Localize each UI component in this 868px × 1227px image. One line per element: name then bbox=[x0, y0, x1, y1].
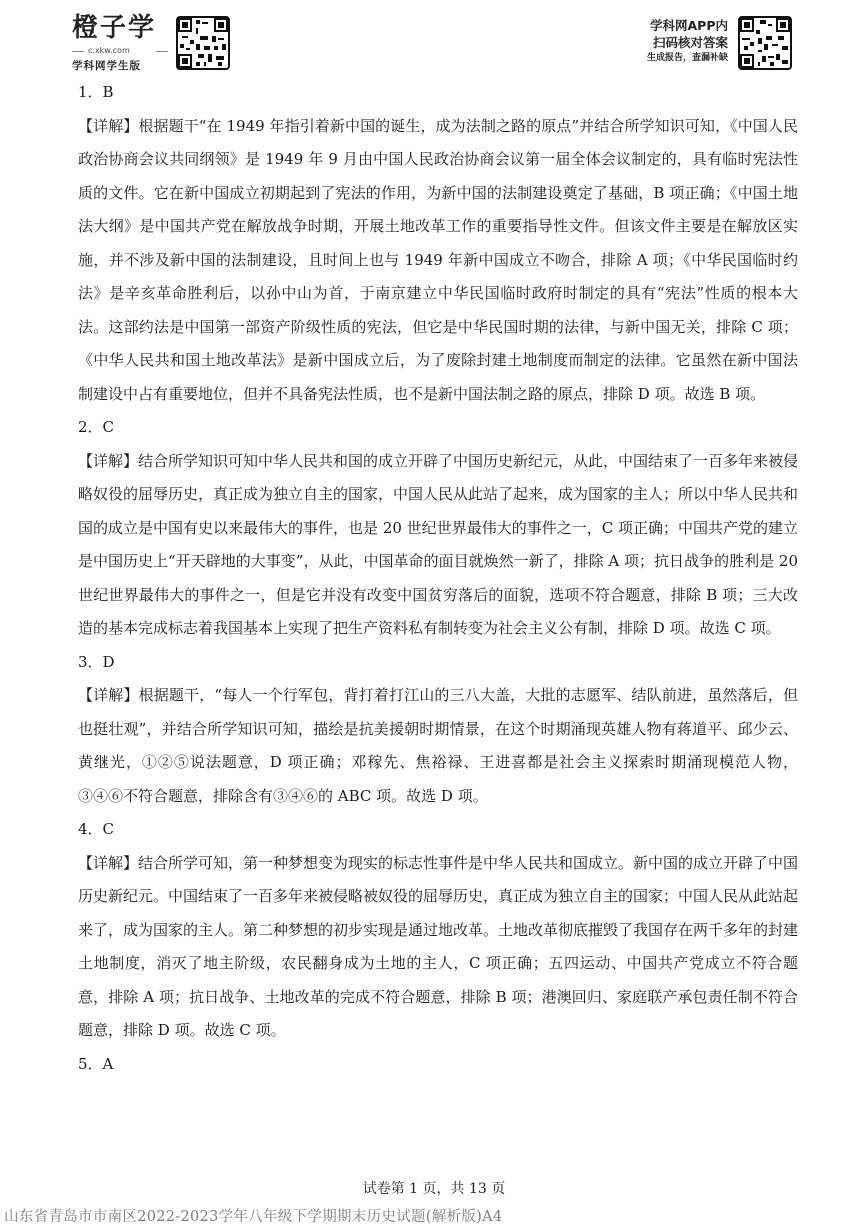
brand-block bbox=[72, 14, 172, 73]
qr-code-icon bbox=[738, 16, 792, 70]
answer-explanation: 【详解】根据题干“在 1949 年指引着新中国的诞生，成为法制之路的原点”并结合所学知识可知，《中国人民政治协商会议共同纲领》是 1949 年 9 月由中国人民政治协商会议第一届全体会议制定的，具有临时宪法性质的文件。它在新中国成立初期起到了宪法的作用，为新中国的法制建设奠定了基础，B 项正确；《中国土地法大纲》是中国共产党在解放战争时期，开展土地改革工作的重要指导性文件。但该文件主要是在解放区实施，并不涉及新中国的法制建设，且时间上也与 1949 年新中国成立不吻合，排除 A 项；《中华民国临时约法》是辛亥革命胜利后，以孙中山为首，于南京建立中华民国临时政府时制定的具有“宪法”性质的根本大法。这部约法是中国第一部资产阶级性质的宪法，但它是中华民国时期的法律，与新中国无关，排除 C 项；《中华人民共和国土地改革法》是新中国成立后，为了废除封建土地制度而制定的法律。它虽然在新中国法制建设中占有重要地位，但并不具备宪法性质，也不是新中国法制之路的原点，排除 D 项。故选 B 项。 bbox=[78, 116, 798, 403]
answer-label: 5．A bbox=[78, 1054, 114, 1073]
app-promo-line3: 生成报告，查漏补缺 bbox=[646, 53, 728, 63]
answer-list bbox=[78, 76, 798, 1081]
app-promo-line1: 学科网APP内 bbox=[650, 18, 728, 33]
answer-item bbox=[78, 76, 798, 411]
answer-explanation: 【详解】根据题干，“每人一个行军包，背打着打江山的三八大盖，大批的志愿军、结队前进，虽然落后，但也挺壮观”，并结合所学知识可知，描绘是抗美援朝时期情景，在这个时期涌现英雄人物有蒋道平、邱少云、黄继光，①②⑤说法题意，D 项正确；邓稼先、焦裕禄、王进喜都是社会主义探索时期涌现模范人物，③④⑥不符合题意，排除含有③④⑥的 ABC 项。故选 D 项。 bbox=[78, 686, 798, 805]
answer-explanation: 【详解】结合所学知识可知中华人民共和国的成立开辟了中国历史新纪元，从此，中国结束了一百多年来被侵略奴役的屈辱历史，真正成为独立自主的国家，中国人民从此站了起来，成为国家的主人；所以中华人民共和国的成立是中国有史以来最伟大的事件，也是 20 世纪世界最伟大的事件之一，C 项正确；中国共产党的建立是中国历史上“开天辟地的大事变”，从此，中国革命的面目就焕然一新了，排除 A 项；抗日战争的胜利是 20 世纪世界最伟大的事件之一，但是它并没有改变中国贫穷落后的面貌，选项不符合题意，排除 B 项；三大改造的基本完成标志着我国基本上实现了把生产资料私有制转变为社会主义公有制，排除 D 项。故选 C 项。 bbox=[78, 451, 799, 637]
brand-subtitle: 学科网学生版 bbox=[72, 60, 141, 72]
answer-item bbox=[78, 1048, 798, 1082]
answer-item bbox=[78, 813, 798, 1048]
qr-code-icon bbox=[176, 16, 230, 70]
answer-item bbox=[78, 646, 798, 814]
brand-logo: 橙子学 bbox=[72, 13, 157, 43]
app-promo bbox=[647, 17, 728, 65]
answer-item bbox=[78, 411, 798, 646]
answer-label: 1．B bbox=[78, 83, 114, 101]
answer-explanation: 【详解】结合所学可知，第一种梦想变为现实的标志性事件是中华人民共和国成立。新中国的成立开辟了中国历史新纪元。中国结束了一百多年来被侵略被奴役的屈辱历史，真正成为独立自主的国家；中国人民从此站起来了，成为国家的主人。第二种梦想的初步实现是通过地改革。土地改革彻底摧毁了我国存在两千多年的封建土地制度，消灭了地主阶级，农民翻身成为土地的主人，C 项正确；五四运动、中国共产党成立不符合题意，排除 A 项；抗日战争、土地改革的完成不符合题意，排除 B 项；港澳回归、家庭联产承包责任制不符合题意，排除 D 项。故选 C 项。 bbox=[78, 853, 799, 1039]
answer-label: 2．C bbox=[78, 418, 115, 436]
answer-label: 4．C bbox=[78, 820, 115, 838]
page-number: 试卷第 1 页，共 13 页 bbox=[362, 1181, 506, 1197]
app-promo-line2: 扫码核对答案 bbox=[652, 35, 728, 50]
document-title: 山东省青岛市市南区2022-2023学年八年级下学期期末历史试题(解析版)A4 bbox=[4, 1209, 503, 1225]
answer-label: 3．D bbox=[78, 652, 115, 671]
brand-url: c.xkw.com bbox=[72, 46, 172, 55]
